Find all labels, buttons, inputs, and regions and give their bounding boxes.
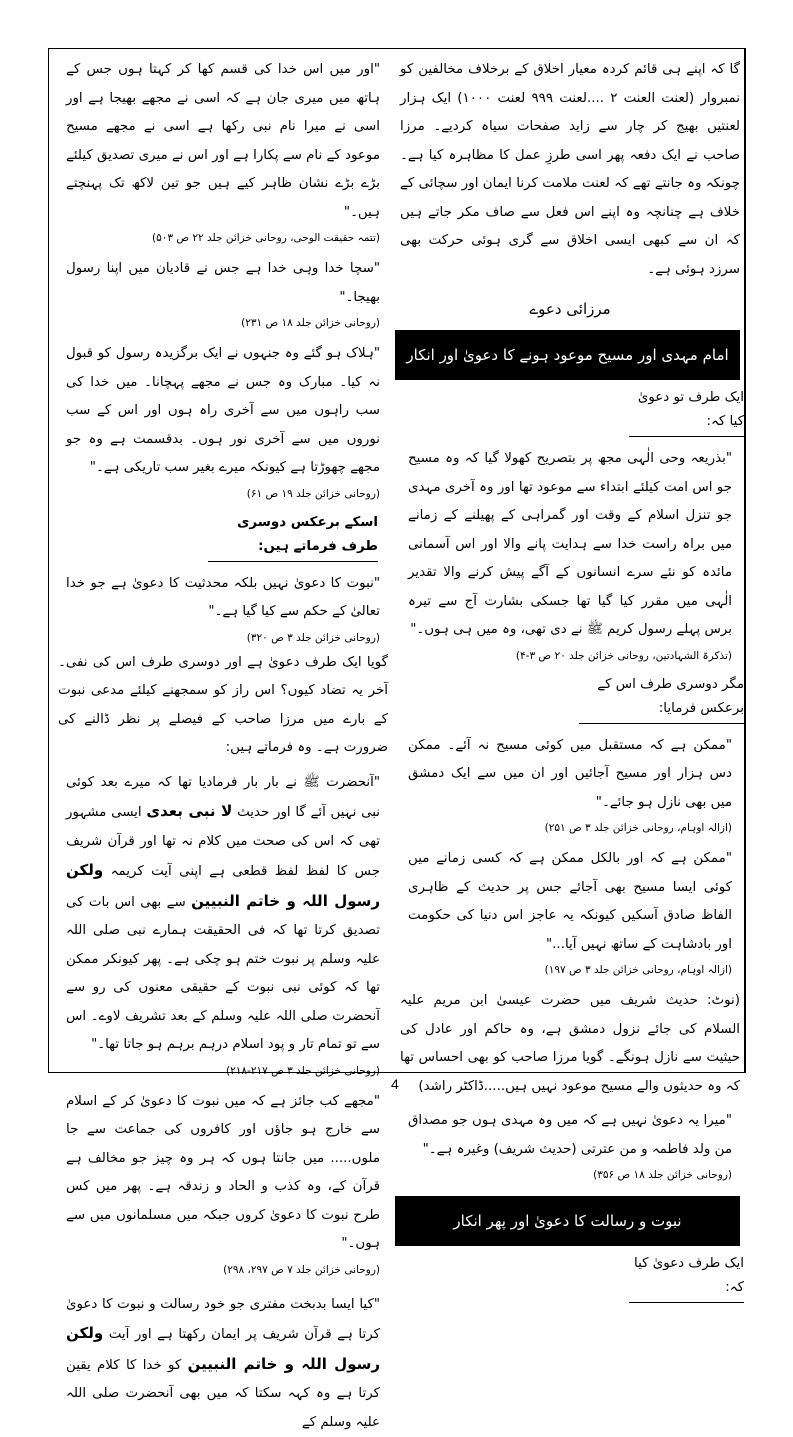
editor-note: (نوٹ: حدیث شریف میں حضرت عیسیٰ ابن مریم علیہ السلام کی جائے نزول دمشق ہے، وہ حاکم اور عادل کی حیثیت سے نازل ہونگے۔ گویا مرزا صاحب کو بھی احساس تھا کہ وہ حدیثوں والے مسیح موعود نہیں ہیں.....ڈاکٹر راشد) [400,987,740,1101]
ayah-emphasis: ولکن رسول اللہ و خاتم النبیین [66,861,380,910]
quote-block [58,56,388,249]
subheading-underline [629,1252,744,1303]
quote-text-part: ایسی مشہور تھی کہ اس کی صحت میں کلام نہ تھا اور قرآن شریف جس کا لفظ لفظ قطعی ہے اپنی آیت کریمہ [66,805,380,879]
page-number: 4 [391,1076,399,1092]
quote-citation: (روحانی خزائن جلد ۳ ص ۲۱۷-۲۱۸) [66,1060,380,1082]
quote-citation: (روحانی خزائن جلد ۱۸ ص ۲۳۱) [66,312,380,334]
section-banner-mahdi-claim: امام مہدی اور مسیح موعود ہونے کا دعویٰ اور انکار [395,330,740,380]
quote-citation: (روحانی خزائن جلد ۱۸ ص ۳۵۶) [408,1164,732,1186]
quote-citation: (روحانی خزائن جلد ۳ ص ۳۲۰) [66,627,380,649]
quote-text: "میرا یہ دعویٰ نہیں ہے کہ میں وہ مہدی ہوں جو مصداق من ولد فاطمہ و من عترتی (حدیث شریف) وغیرہ ہے۔" [408,1107,732,1164]
quote-citation: (ازالہ اوہام، روحانی خزائن جلد ۳ ص ۱۹۷) [408,959,732,981]
left-column [58,56,388,1437]
quote-text [66,769,380,1060]
subheading-other-side: مگر دوسری طرف اس کے برعکس فرمایا: [579,673,744,721]
quote-block [58,570,388,649]
quote-block [58,1088,388,1281]
quote-text-part: سے بھی اس بات کی تصدیق کرتا تھا کہ فی الحقیقت ہمارے نبی صلی اللہ علیہ وسلم پر نبوت ختم ہو چکی ہے۔ پھر کیونکر ممکن تھا کہ کوئی نبی نبوت کے حقیقی معنوں کی رو سے آنحضرت صلی اللہ علیہ وسلم کے بعد تشریف لاوے۔ اس سے تو تمام تار و پود اسلام درہم برہم ہو جاتا تھا۔" [66,895,380,1053]
hadith-emphasis: لا نبی بعدی [146,802,232,820]
quote-text: "ممکن ہے کہ اور بالکل ممکن ہے کہ کسی زمانے میں کوئی ایسا مسیح بھی آجائے جس پر حدیث کے ظاہری الفاظ صادق آسکیں کیونکہ یہ عاجز اس دنیا کی حکومت اور بادشاہت کے ساتھ نہیں آیا..." [408,845,732,959]
intro-paragraph: گا کہ اپنے ہی قائم کردہ معیار اخلاق کے برخلاف مخالفین کو نمبروار (لعنت العنت ۲ ....لعنت ۹۹۹ لعنت ۱۰۰۰) ایک ہزار لعنتیں بھیج کر چار سے زاید صفحات سیاہ کردیے۔ مرزا صاحب نے ایک دفعہ پھر اسی طرزِ عمل کا مظاہرہ کیا ہے۔ چونکہ وہ جانتے تھے کہ لعنت ملامت کرنا ایمان اور سچائی کے خلاف ہے چنانچہ وہ اپنے اس فعل سے صاف مکر جاتے ہیں کہ ان سے کبھی ایسی اخلاق سے گری ہوئی حرکت بھی سرزد ہوئی ہے۔ [400,56,740,284]
quote-block [400,445,740,667]
quote-text: "سچا خدا وہی خدا ہے جس نے قادیان میں اپنا رسول بھیجا۔" [66,255,380,312]
ayah-emphasis: ولکن رسول اللہ و خاتم النبیین [66,1324,380,1373]
quote-block [58,255,388,334]
quote-block [58,769,388,1082]
quote-citation: (تتمہ حقیقت الوحی، روحانی خزائن جلد ۲۲ ص ۵۰۳) [66,227,380,249]
quote-citation: (تذکرۃ الشہادتین، روحانی خزائن جلد ۲۰ ص ۳-۴) [408,645,732,667]
section-title: مرزائی دعوے [400,294,740,324]
quote-citation: (روحانی خزائن جلد ۷ ص ۲۹۷، ۲۹۸) [66,1259,380,1281]
quote-block [58,1291,388,1437]
quote-block [58,340,388,505]
commentary-paragraph: گویا ایک طرف دعویٰ ہے اور دوسری طرف اس کی نفی۔ آخر یہ تضاد کیوں؟ اس راز کو سمجھنے کیلئے مدعی نبوت کے بارے میں مرزا صاحب کے فیصلے پر نظر ڈالنے کی ضرورت ہے۔ وہ فرماتے ہیں: [58,649,388,763]
quote-text: "ہلاک ہو گئے وہ جنہوں نے ایک برگزیدہ رسول کو قبول نہ کیا۔ مبارک وہ جس نے مجھے پہچانا۔ میں خدا کی سب راہوں میں سے آخری راہ ہوں اور اس کے سب نوروں میں سے آخری نور ہوں۔ بدقسمت ہے وہ جو مجھے چھوڑتا ہے کیونکہ میرے بغیر سب تاریکی ہے۔" [66,340,380,483]
quote-text [66,1291,380,1437]
page-right-border [744,48,746,1073]
quote-block [400,1107,740,1186]
quote-text-part: "آنحضرت ﷺ نے بار بار فرمادیا تھا کہ میرے بعد کوئی نبی نہیں آئے گا اور حدیث [66,775,380,821]
quote-citation: (روحانی خزائن جلد ۱۹ ص ۶۱) [66,483,380,505]
quote-text: "اور میں اس خدا کی قسم کھا کر کہتا ہوں جس کے ہاتھ میں میری جان ہے کہ اسی نے مجھے بھیجا ہے اور اسی نے میرا نام نبی رکھا ہے اسی نے مجھے مسیح موعود کے نام سے پکارا ہے اور اس نے میری تصدیق کیلئے بڑے بڑے نشان ظاہر کیے ہیں جو تین لاکھ تک پہنچتے ہیں۔" [66,56,380,227]
quote-text: "ممکن ہے کہ مستقبل میں کوئی مسیح نہ آئے۔ ممکن دس ہزار اور مسیح آجائیں اور ان میں سے ایک دمشق میں بھی نازل ہو جائے۔" [408,732,732,818]
quote-citation: (ازالہ اوہام، روحانی خزائن جلد ۳ ص ۲۵۱) [408,817,732,839]
section-banner-prophethood-claim: نبوت و رسالت کا دعویٰ اور پھر انکار [395,1196,740,1246]
quote-text-part: "کیا ایسا بدبخت مفتری جو خود رسالت و نبوت کا دعویٰ کرتا ہے قرآن شریف پر ایمان رکھتا ہے اور آیت [66,1297,380,1343]
quote-block [400,845,740,981]
subheading-contrary: اسکے برعکس دوسری طرف فرماتے ہیں: [208,511,378,559]
quote-text: "بذریعہ وحی الٰہی مجھ پر بتصریح کھولا گیا کہ وہ مسیح جو اس امت کیلئے ابتداء سے موعود تھا اور وہ آخری مہدی جو تنزل اسلام کے وقت اور گمراہی کے پھیلنے کے زمانے میں براہ راست خدا سے ہدایت پانے والا اور اس آسمانی مائدہ کو نئے سرے انسانوں کے آگے پیش کرنے والا تقدیر الٰہی میں مقرر کیا گیا تھا جسکی بشارت آج سے تیرہ برس پہلے رسول کریم ﷺ نے دی تھی، وہ میں ہی ہوں۔" [408,445,732,645]
right-column [400,56,740,1311]
subheading-one-side-claim-2: ایک طرف دعویٰ کیا کہ: [629,1252,744,1300]
quote-text: "مجھے کب جائز ہے کہ میں نبوت کا دعویٰ کر کے اسلام سے خارج ہو جاؤں اور کافروں کی جماعت سے جا ملوں..... میں جانتا ہوں کہ ہر وہ چیز جو مخالف ہے قرآن کے، وہ کذب و الحاد و زندقہ ہے۔ پھر میں کس طرح نبوت کا دعویٰ کروں جبکہ میں مسلمانوں میں سے ہوں۔" [66,1088,380,1259]
subheading-one-side-claim: ایک طرف تو دعویٰ کیا کہ: [629,386,744,434]
quote-text: "نبوت کا دعویٰ نہیں بلکہ محدثیت کا دعویٰ ہے جو خدا تعالیٰ کے حکم سے کیا گیا ہے۔" [66,570,380,627]
subheading-underline [579,673,744,724]
subheading-underline [208,511,378,562]
subheading-underline [629,386,744,437]
quote-block [400,732,740,840]
quote-text-part: کو خدا کا کلام یقین کرتا ہے وہ کہہ سکتا کہ میں بھی آنحضرت صلی اللہ علیہ وسلم کے [66,1358,380,1430]
